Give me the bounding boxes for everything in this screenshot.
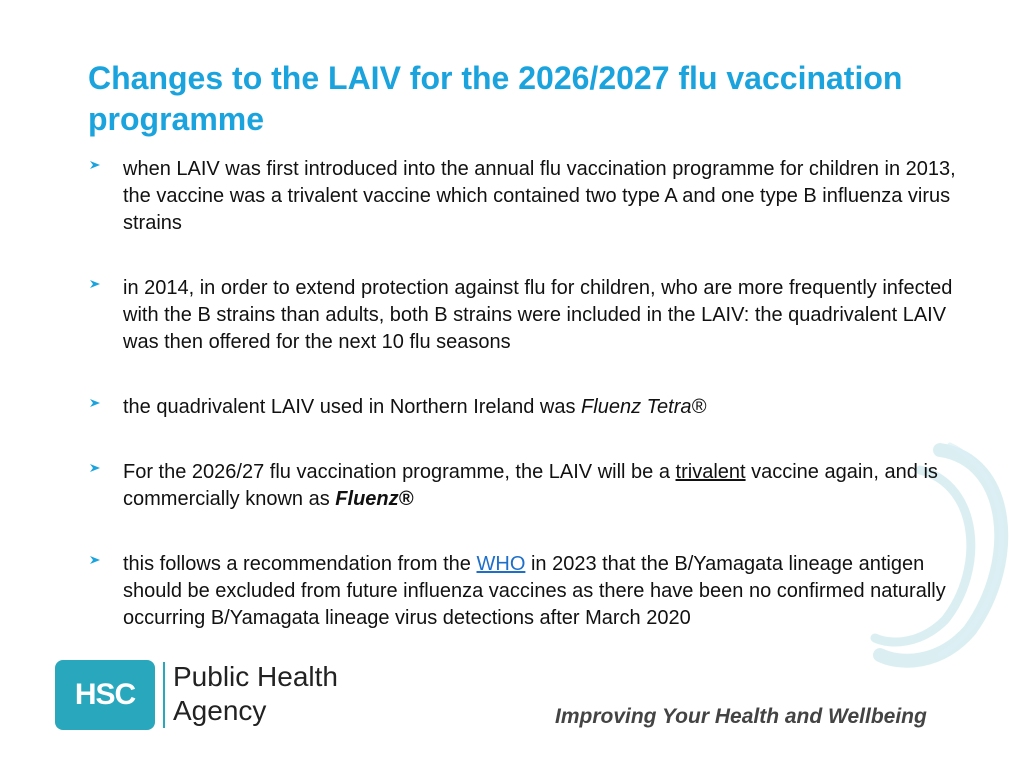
tagline: Improving Your Health and Wellbeing — [555, 705, 927, 728]
bullet-item — [88, 156, 978, 237]
hsc-logo — [55, 660, 355, 735]
hsc-logo-mark: HSC — [55, 660, 155, 730]
bullet-list — [88, 156, 978, 632]
bullet-text: this follows a recommendation from the — [123, 553, 477, 575]
bullet-text: the quadrivalent LAIV used in Northern Ireland was — [123, 396, 582, 418]
bullet-text: when LAIV was first introduced into the annual flu vaccination programme for children in 2013, the vaccine was a trivalent vaccine which contained two type A and one type B influenza virus strains — [123, 158, 956, 234]
logo-line-2: Agency — [173, 695, 267, 726]
bullet-item — [88, 459, 978, 513]
product-name: Fluenz® — [335, 488, 414, 510]
arrowhead-bullet-icon — [88, 396, 102, 410]
bullet-text: in 2014, in order to extend protection against flu for children, who are more frequently infected with the B strains than adults, both B strains were included in the LAIV: the quadrivalent LAIV was then offered for the next 10 flu seasons — [123, 277, 953, 353]
logo-line-1: Public Health — [173, 661, 338, 692]
bullet-item — [88, 394, 978, 421]
logo-divider — [163, 662, 165, 728]
arrowhead-bullet-icon — [88, 553, 102, 567]
bullet-text: For the 2026/27 flu vaccination programme, the LAIV will be a — [123, 461, 676, 483]
arrowhead-bullet-icon — [88, 277, 102, 291]
logo-text — [173, 660, 338, 728]
slide-title: Changes to the LAIV for the 2026/2027 flu vaccination programme — [88, 60, 903, 137]
product-name: Fluenz Tetra® — [581, 396, 707, 418]
bullet-item — [88, 551, 978, 632]
underlined-term: trivalent — [675, 461, 746, 483]
bullet-text: vaccine again, and is commercially known as — [123, 461, 938, 510]
arrowhead-bullet-icon — [88, 461, 102, 475]
bullet-text: in 2023 that the B/Yamagata lineage antigen should be excluded from future influenza vaccines as there have been no confirmed naturally occurring B/Yamagata lineage virus detections after March 2020 — [123, 553, 946, 629]
arrowhead-bullet-icon — [88, 158, 102, 172]
bullet-item — [88, 275, 978, 356]
who-link[interactable]: WHO — [476, 553, 526, 575]
